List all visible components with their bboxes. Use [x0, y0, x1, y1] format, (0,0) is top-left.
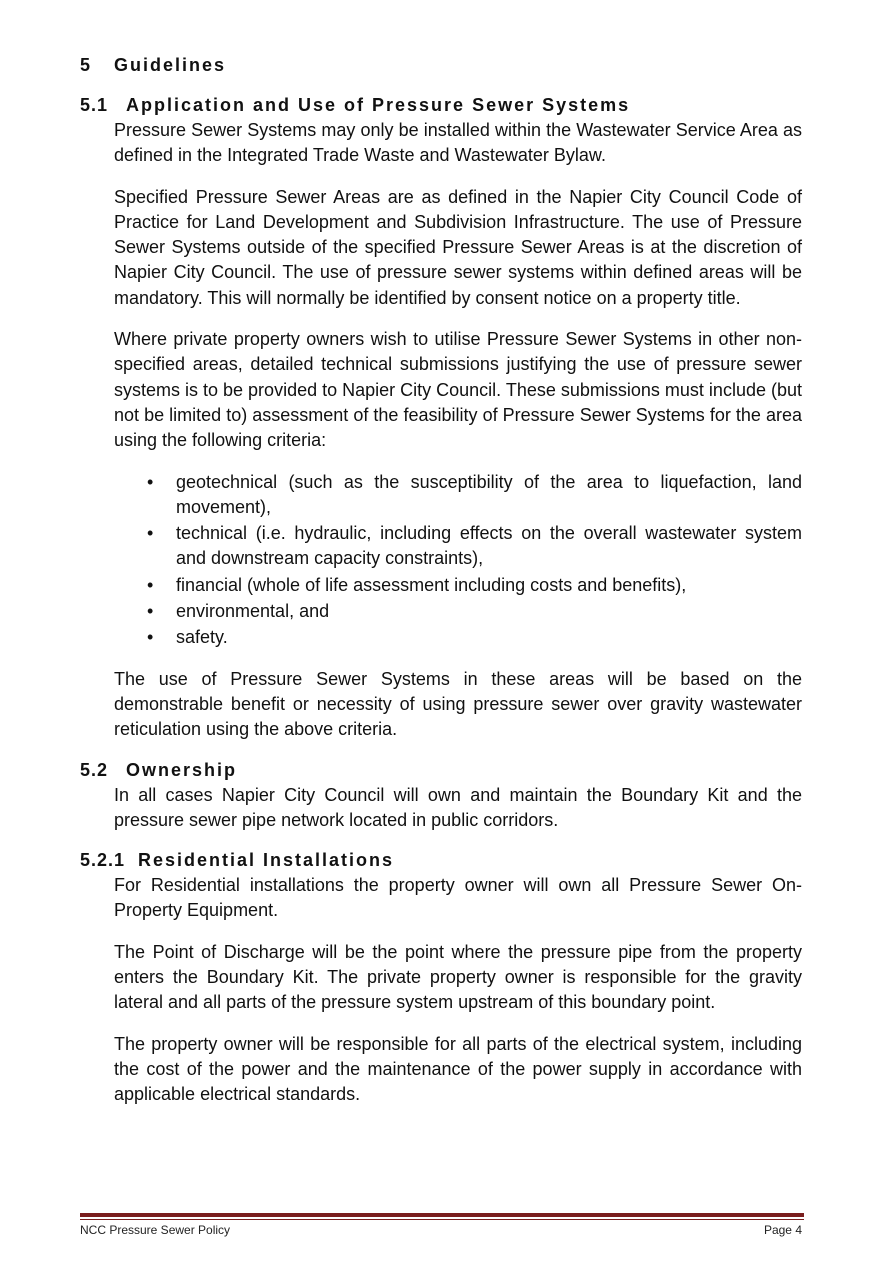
section-number: 5.2	[80, 759, 109, 780]
paragraph: For Residential installations the property owner will own all Pressure Sewer On-Property Equipment.	[114, 875, 802, 921]
paragraph: Pressure Sewer Systems may only be installed within the Wastewater Service Area as defined in the Integrated Trade Waste and Wastewater Bylaw.	[114, 120, 802, 166]
section-title: Application and Use of Pressure Sewer Systems	[126, 95, 631, 115]
list-item-text: technical (i.e. hydraulic, including effects on the overall wastewater system and downstream capacity constraints),	[176, 523, 802, 569]
heading-number: 5	[80, 55, 93, 75]
list-item	[114, 521, 802, 572]
paragraph: The use of Pressure Sewer Systems in these areas will be based on the demonstrable benefit or necessity of using pressure sewer over gravity wastewater reticulation using the above criteria.	[114, 668, 802, 740]
list-item-text: environmental, and	[176, 601, 330, 622]
bullet-icon: •	[147, 471, 154, 492]
paragraph: Where private property owners wish to utilise Pressure Sewer Systems in other non-specified areas, detailed technical submissions justifying the use of pressure sewer systems is to be provided to Napier City Council. These submissions must include (but not be limited to) assessment of the feasibility of Pressure Sewer Systems for the area using the following criteria:	[114, 329, 802, 451]
section-title: Ownership	[126, 759, 238, 780]
criteria-list	[114, 470, 802, 651]
section-number: 5.1	[80, 95, 109, 115]
paragraph: In all cases Napier City Council will own and maintain the Boundary Kit and the pressure sewer pipe network located in public corridors.	[114, 784, 802, 830]
list-item	[114, 599, 802, 624]
list-item	[114, 573, 802, 598]
section-title: Residential Installations	[138, 850, 395, 871]
bullet-icon: •	[147, 627, 154, 648]
paragraph: Specified Pressure Sewer Areas are as defined in the Napier City Council Code of Practice for Land Development and Subdivision Infrastructure. The use of Pressure Sewer Systems outside of the specified Pressure Sewer Areas is at the discretion of Napier City Council. The use of pressure sewer systems within defined areas will be mandatory. This will normally be identified by consent notice on a property title.	[114, 186, 802, 308]
bullet-icon: •	[147, 523, 154, 544]
section-number: 5.2.1	[80, 850, 126, 871]
section-5-1-body	[114, 118, 802, 743]
footer-rule-thin	[80, 1219, 804, 1220]
list-item-text: safety.	[176, 627, 228, 648]
heading-5-1	[80, 92, 802, 118]
paragraph: The property owner will be responsible for all parts of the electrical system, including the cost of the power and the maintenance of the power supply in accordance with applicable electrical standards.	[114, 1033, 802, 1105]
heading-guidelines	[80, 52, 802, 78]
list-item-text: financial (whole of life assessment including costs and benefits),	[176, 574, 687, 595]
list-item-text: geotechnical (such as the susceptibility of the area to liquefaction, land movement),	[176, 471, 802, 517]
footer-document-title: NCC Pressure Sewer Policy	[80, 1223, 231, 1237]
heading-title: Guidelines	[114, 55, 227, 75]
list-item	[114, 625, 802, 650]
heading-5-2-1	[80, 847, 802, 873]
page-content	[80, 52, 802, 1124]
heading-5-2	[80, 757, 802, 783]
footer-page-number: Page 4	[763, 1223, 802, 1237]
paragraph: The Point of Discharge will be the point where the pressure pipe from the property enters the Boundary Kit. The private property owner is responsible for the gravity lateral and all parts of the pressure system upstream of this boundary point.	[114, 941, 802, 1013]
bullet-icon: •	[147, 601, 154, 622]
list-item	[114, 470, 802, 521]
bullet-icon: •	[147, 574, 154, 595]
footer-rule	[80, 1213, 804, 1217]
section-5-2-body	[114, 783, 802, 834]
section-5-2-1-body	[114, 873, 802, 1107]
